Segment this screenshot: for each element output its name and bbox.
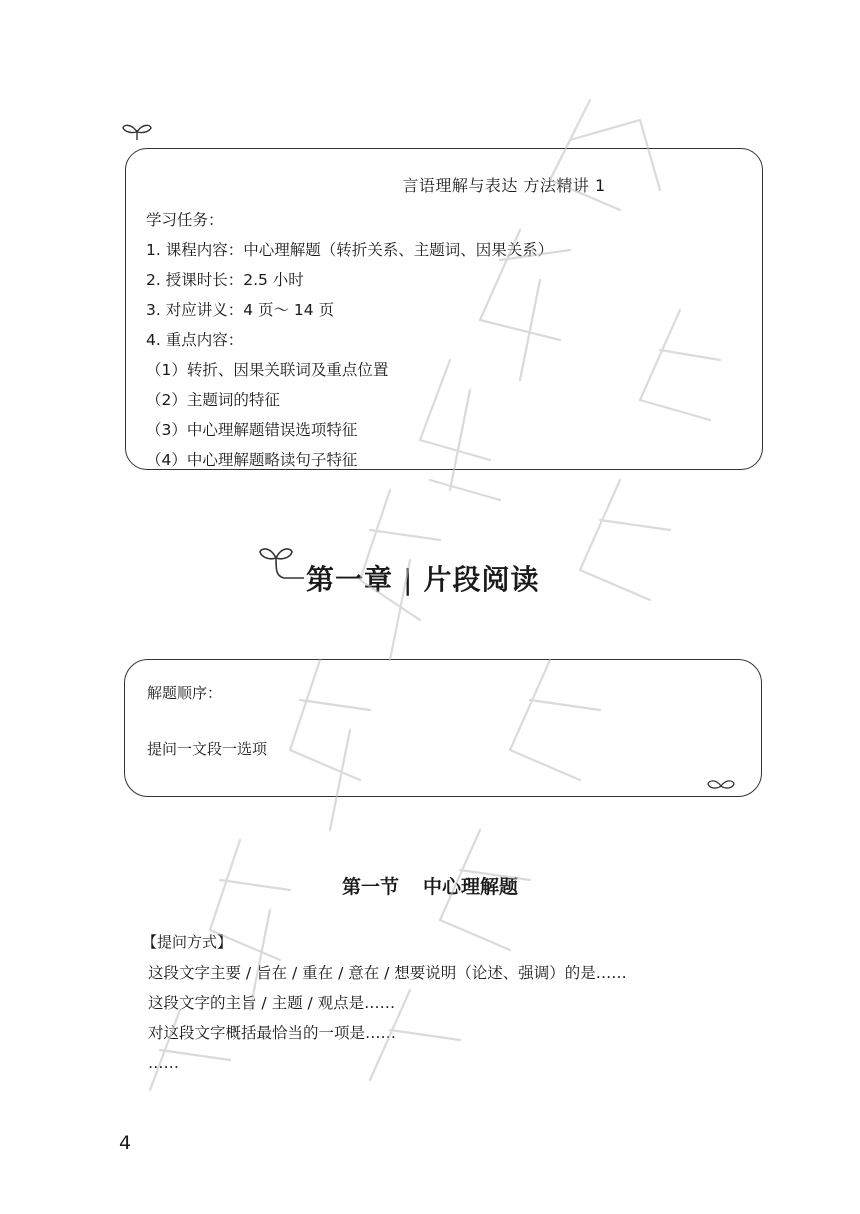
task-line: （4）中心理解题略读句子特征 [146,451,358,469]
question-form-line: 这段文字主要 / 旨在 / 重在 / 意在 / 想要说明（论述、强调）的是…… [148,964,627,982]
question-forms [140,928,627,1078]
task-line: 4. 重点内容： [146,331,244,349]
task-line: （3）中心理解题错误选项特征 [146,421,358,439]
solving-order-box [124,659,762,797]
task-line: 学习任务： [146,211,224,229]
section-number: 第一节 [341,876,399,898]
task-line: （2）主题词的特征 [146,391,280,409]
chapter-divider: | [403,563,414,596]
sprout-icon [120,120,154,144]
section-title [0,872,860,899]
question-form-line: …… [148,1054,179,1072]
task-box-title: 言语理解与表达 方法精讲 1 [402,176,606,195]
chapter-heading [258,540,618,610]
sprout-icon [258,540,308,590]
learning-task-box [125,148,763,470]
page-number: 4 [119,1132,132,1154]
question-forms-heading: 【提问方式】 [142,933,233,951]
sprout-icon [706,778,736,794]
section-name: 中心理解题 [423,876,519,898]
task-list [146,205,553,475]
question-form-line: 对这段文字概括最恰当的一项是…… [148,1024,397,1042]
question-form-line: 这段文字的主旨 / 主题 / 观点是…… [148,994,396,1012]
solving-order-value: 提问一文段一选项 [147,740,268,758]
chapter-number: 第一章 [306,563,394,596]
solving-order-label: 解题顺序： [147,684,223,702]
task-line: 3. 对应讲义：4 页～ 14 页 [146,301,335,319]
task-line: 1. 课程内容：中心理解题（转折关系、主题词、因果关系） [146,241,554,259]
chapter-title [306,558,539,598]
task-line: （1）转折、因果关联词及重点位置 [146,361,389,379]
task-line: 2. 授课时长：2.5 小时 [146,271,304,289]
chapter-name: 片段阅读 [423,563,540,596]
